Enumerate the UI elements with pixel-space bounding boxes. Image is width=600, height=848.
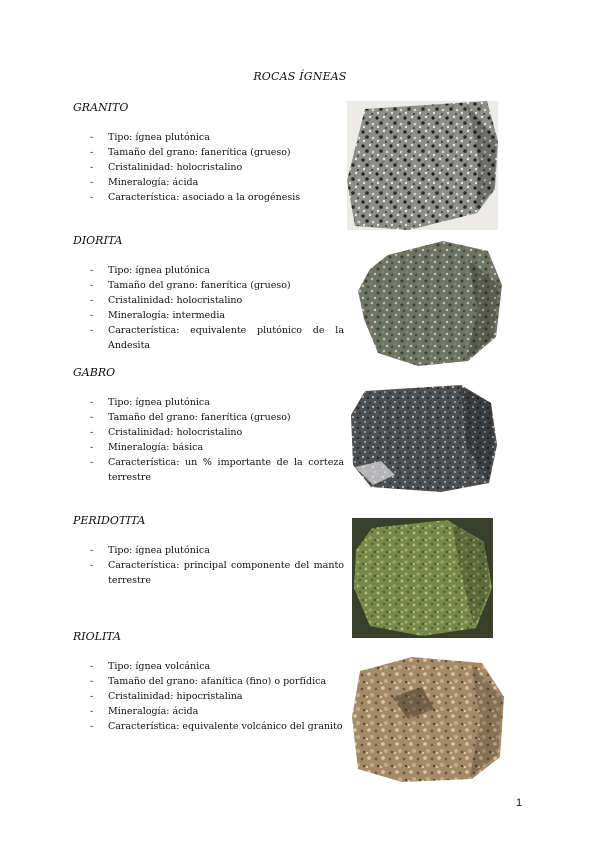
rhyolite-rock-photo xyxy=(352,657,504,782)
peridotite-rock-photo xyxy=(352,518,493,638)
property-item: - Característica: equivalente volcánico del granito xyxy=(90,719,344,734)
property-item: - Cristalinidad: holocristalino xyxy=(90,425,344,440)
property-list xyxy=(90,543,344,588)
property-item: - Característica: un % importante de la corteza terrestre xyxy=(90,455,344,485)
property-item: - Característica: equivalente plutónico de la Andesita xyxy=(90,323,344,353)
property-list xyxy=(90,130,344,205)
gabbro-rock-photo xyxy=(351,385,497,492)
property-item: - Tamaño del grano: fanerítica (grueso) xyxy=(90,410,344,425)
property-item: - Mineralogía: ácida xyxy=(90,704,344,719)
property-item: - Tipo: ígnea plutónica xyxy=(90,395,344,410)
property-item: - Tipo: ígnea plutónica xyxy=(90,130,344,145)
document-title: ROCAS ÍGNEAS xyxy=(253,70,347,83)
property-item: - Cristalinidad: holocristalino xyxy=(90,293,344,308)
property-item: - Característica: principal componente del manto terrestre xyxy=(90,558,344,588)
property-item: - Tipo: ígnea plutónica xyxy=(90,263,344,278)
property-item: - Tipo: ígnea volcánica xyxy=(90,659,344,674)
granite-rock-photo xyxy=(347,101,498,230)
property-item: - Tipo: ígnea plutónica xyxy=(90,543,344,558)
rock-heading: GABRO xyxy=(73,366,116,379)
property-list xyxy=(90,659,344,734)
property-list xyxy=(90,395,344,485)
property-list xyxy=(90,263,344,353)
diorite-rock-photo xyxy=(358,241,502,366)
property-item: - Tamaño del grano: afanítica (fino) o porfídica xyxy=(90,674,344,689)
property-item: - Tamaño del grano: fanerítica (grueso) xyxy=(90,278,344,293)
property-item: - Cristalinidad: holocristalino xyxy=(90,160,344,175)
rock-heading: RIOLITA xyxy=(73,630,121,643)
property-item: - Mineralogía: ácida xyxy=(90,175,344,190)
rock-heading: PERIDOTITA xyxy=(73,514,146,527)
property-item: - Mineralogía: intermedia xyxy=(90,308,344,323)
property-item: - Cristalinidad: hipocristalina xyxy=(90,689,344,704)
rock-heading: DIORITA xyxy=(73,234,123,247)
property-item: - Mineralogía: básica xyxy=(90,440,344,455)
property-item: - Característica: asociado a la orogénesis xyxy=(90,190,344,205)
property-item: - Tamaño del grano: fanerítica (grueso) xyxy=(90,145,344,160)
rock-heading: GRANITO xyxy=(73,101,129,114)
page-number: 1 xyxy=(516,797,523,809)
